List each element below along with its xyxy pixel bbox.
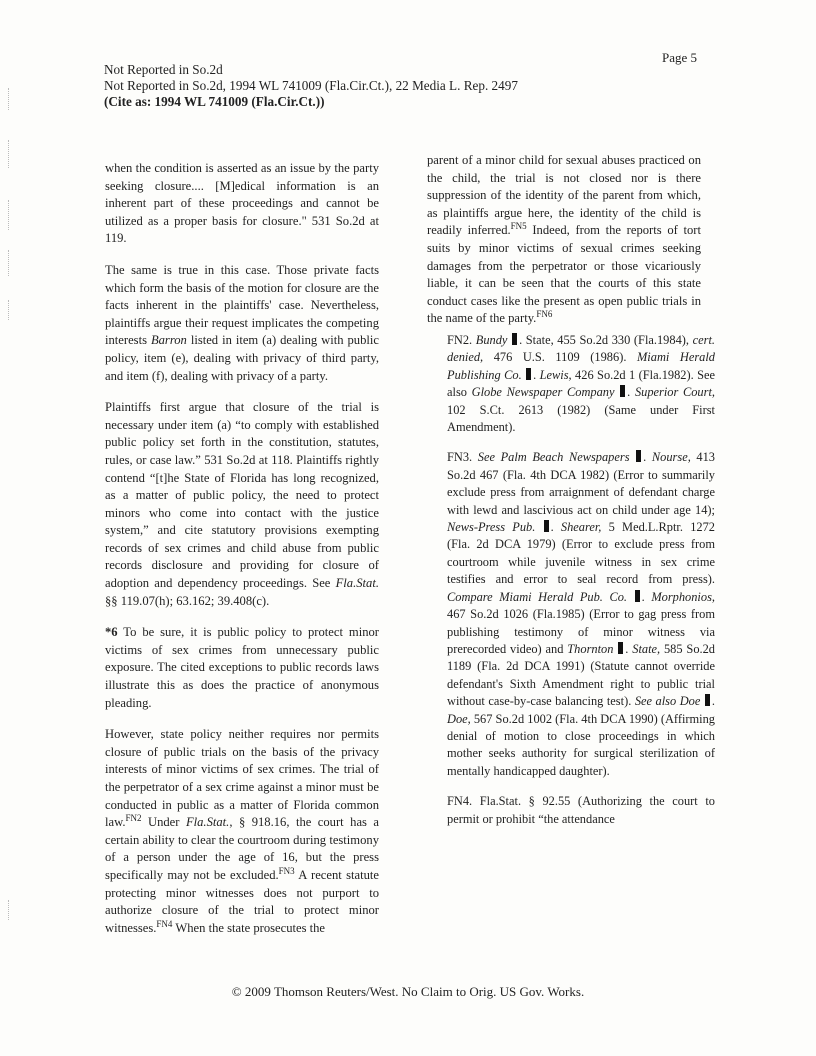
redaction-mark	[636, 450, 641, 462]
paragraph: *6 To be sure, it is public policy to protect minor victims of sex crimes from unnecessary public exposure. The cited exceptions to public records laws illustrate this as does the practice of anonymous pleading.	[105, 625, 379, 710]
statute-ref: Fla.Stat.	[185, 815, 230, 830]
footnote-ref[interactable]: FN4	[156, 918, 173, 929]
footnotes	[447, 332, 715, 841]
redaction-mark	[544, 520, 549, 532]
footnote-ref[interactable]: FN3	[278, 865, 295, 876]
scan-artifact	[8, 88, 15, 110]
cite-as-line: (Cite as: 1994 WL 741009 (Fla.Cir.Ct.))	[104, 94, 325, 109]
reporter-line: Not Reported in So.2d	[104, 62, 223, 77]
statute-ref: Fla.Stat.	[335, 576, 379, 591]
footnote-fn2: FN2. Bundy . State, 455 So.2d 330 (Fla.1984), cert. denied, 476 U.S. 1109 (1986). Miami Herald Publishing Co. . Lewis, 426 So.2d 1 (Fla.1982). See also Globe Newspaper Company . Superior Court, 102 S.Ct. 2613 (1982) (Same under First Amendment).	[447, 333, 715, 435]
case-name: Barron	[150, 333, 187, 348]
footnote-fn4: FN4. Fla.Stat. § 92.55 (Authorizing the court to permit or prohibit “the attendance	[447, 794, 715, 826]
scan-artifact	[8, 140, 15, 168]
footnote-ref[interactable]: FN5	[510, 221, 527, 232]
redaction-mark	[526, 368, 531, 380]
paragraph: However, state policy neither requires nor permits closure of public trials on the basis of the privacy interests of minor victims of sex crimes. The trial of the perpetrator of a sex crime against a minor must be conducted in public as a matter of Florida common law.$^{FN2}$ Under Fla.Stat., § 918.16, the court has a certain ability to clear the courtroom during testimony of a person under the age of 16, but the press specifically may not be excluded.$^{FN3}$ A recent statute protecting minor witnesses does not purport to authorize closure of the trial to protect minor witnesses.$^{FN4}$ When the state prosecutes the	[105, 727, 379, 935]
scan-artifact	[8, 200, 15, 230]
citation-line: Not Reported in So.2d, 1994 WL 741009 (Fla.Cir.Ct.), 22 Media L. Rep. 2497	[104, 78, 518, 93]
redaction-mark	[705, 694, 710, 706]
copyright-footer: © 2009 Thomson Reuters/West. No Claim to Orig. US Gov. Works.	[231, 984, 585, 999]
scan-artifact	[8, 250, 15, 276]
footnote-fn3: FN3. See Palm Beach Newspapers . Nourse, 413 So.2d 467 (Fla. 4th DCA 1982) (Error to summarily exclude press from arraignment of defendant charge with lewd and lascivious act on child under age 14); News-Press Pub. . Shearer, 5 Med.L.Rptr. 1272 (Fla. 2d DCA 1979) (Error to exclude press from courtroom while juvenile witness in sex crime testifies and error to seal record from press). Compare Miami Herald Pub. Co. . Morphonios, 467 So.2d 1026 (Fla.1985) (Error to gag press from publishing testimony of minor witness via prerecorded video) and Thornton . State, 585 So.2d 1189 (Fla. 2d DCA 1991) (Statute cannot override defendant's Sixth Amendment right to public trial without case-by-case balancing test). See also Doe . Doe, 567 So.2d 1002 (Fla. 4th DCA 1990) (Affirming denial of motion to close proceedings in which mother seeks authority for surgical sterilization of mentally handicapped daughter).	[447, 450, 716, 778]
redaction-mark	[618, 642, 623, 654]
paragraph: Plaintiffs first argue that closure of the trial is necessary under item (a) “to comply with established public policy set forth in the constitution, statutes, rules, or case law.” 531 So.2d at 118. Plaintiffs rightly contend “[t]he State of Florida has long recognized, as a matter of public policy, the need to protect minors who come into contact with the justice system,” and cite statutory provisions exempting records of sex crimes and child abuse from public records disclosure and providing for closure of adoption and dependency proceedings. See Fla.Stat. §§ 119.07(h); 63.162; 39.408(c).	[105, 400, 379, 608]
scan-artifact	[8, 900, 15, 920]
scan-artifact	[8, 300, 15, 320]
left-column	[105, 160, 379, 951]
redaction-mark	[620, 385, 625, 397]
paragraph: The same is true in this case. Those private facts which form the basis of the motion for closure are the facts inherent in the plaintiffs' case. Nevertheless, plaintiffs argue their request implicates the competing interests Barron listed in item (a) dealing with public policy, item (e), dealing with privacy of third party, and item (f), dealing with privacy of a party.	[105, 262, 379, 383]
star-page: *6	[105, 625, 118, 640]
footnote-ref[interactable]: FN2	[125, 813, 142, 823]
redaction-mark	[512, 333, 517, 345]
redaction-mark	[635, 590, 640, 602]
paragraph: when the condition is asserted as an issue by the party seeking closure.... [M]edical information is an inherent part of these proceedings and cannot be utilized as a proper basis for closure." 531 So.2d at 119.	[105, 161, 379, 246]
right-column	[427, 152, 701, 342]
paragraph: parent of a minor child for sexual abuses practiced on the child, the trial is not closed nor is there suppression of the identity of the parent from which, as plaintiffs argue here, the identity of the child is readily inferred.$^{FN5}$ Indeed, from the reports of tort suits by minor victims of sexual crimes seeking damages from the perpetrator or those vicariously liable, it can be seen that the courts of this state conduct cases like the present as open public trials in the name of the party.$^{FN6}$	[427, 153, 701, 326]
page-number: Page 5	[662, 50, 698, 65]
footnote-ref[interactable]: FN6	[536, 309, 553, 320]
